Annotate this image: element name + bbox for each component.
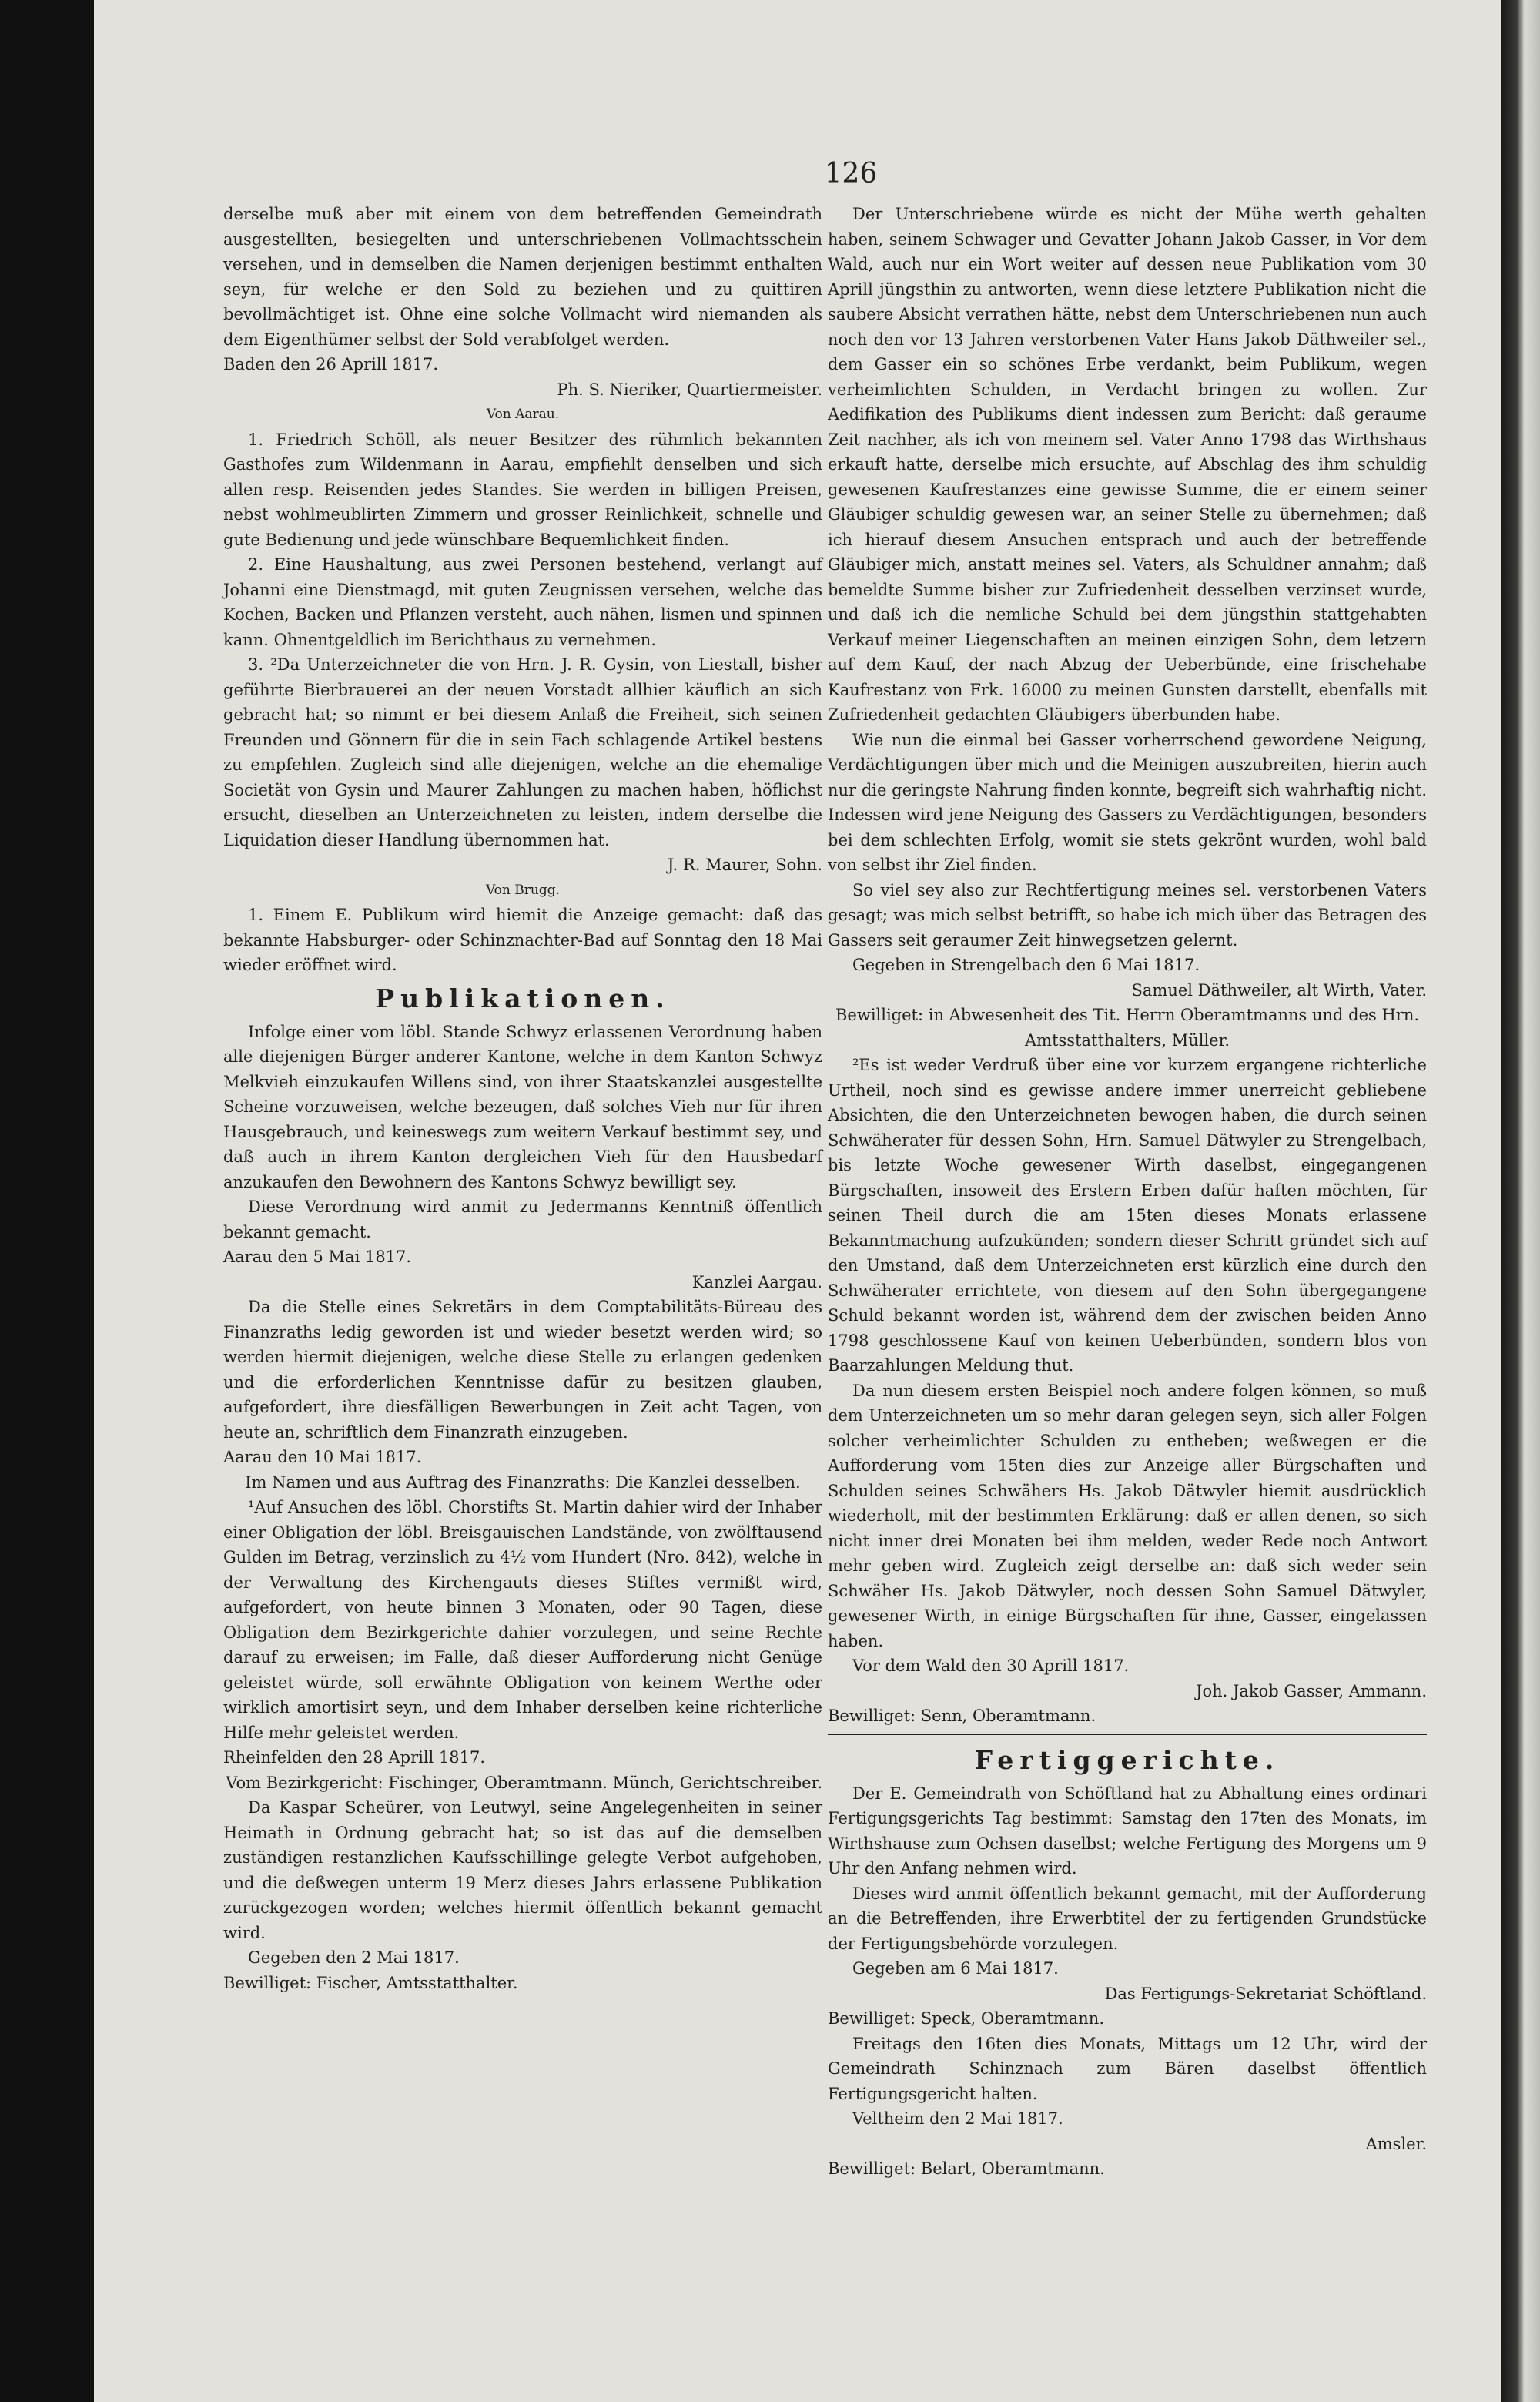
section-label: Von Aarau.	[486, 407, 560, 422]
text-paragraph: Dieses wird anmit öffentlich bekannt gemacht, mit der Aufforderung an die Betreffenden, ihre Erwerbtitel der zu fertigenden Grundstücke der Fertigungsbehörde vorzulegen.	[828, 1884, 1427, 1953]
section-divider	[828, 1734, 1427, 1735]
text-paragraph: 3. ²Da Unterzeichneter die von Hrn. J. R. Gysin, von Liestall, bisher geführte Bierbrauerei an der neuen Vorstadt allhier käuflich an sich gebracht hat; so nimmt er bei diesem Anlaß die Freiheit, sich seinen Freunden und Gönnern für die in sein Fach schlagende Artikel bestens zu empfehlen. Zugleich sind alle diejenigen, welche an die ehemalige Societät von Gysin und Maurer Zahlungen zu machen haben, höflichst ersucht, dieselben an Unterzeichneten zu leisten, indem derselbe die Liquidation dieser Handlung übernommen hat.	[223, 655, 822, 849]
centered-line: Bewilliget: in Abwesenheit des Tit. Herrn Oberamtmanns und des Hrn. Amtsstatthalters, Müller.	[835, 1006, 1420, 1050]
text-paragraph: Gegeben am 6 Mai 1817.	[852, 1959, 1059, 1978]
section-label: Von Brugg.	[485, 882, 561, 898]
centered-line: Im Namen und aus Auftrag des Finanzraths: Die Kanzlei desselben.	[245, 1472, 801, 1492]
text-paragraph: Bewilliget: Fischer, Amtsstatthalter.	[223, 1973, 518, 1992]
text-paragraph: Der E. Gemeindrath von Schöftland hat zu Abhaltung eines ordinari Fertigungsgerichts Tag bestimmt: Samstag den 17ten des Monats, im Wirthshause zum Ochsen daselbst; welche Fertigung des Morgens um 9 Uhr den Anfang nehmen wird.	[828, 1784, 1427, 1878]
text-paragraph: Freitags den 16ten dies Monats, Mittags um 12 Uhr, wird der Gemeindrath Schinznach zum Bären daselbst öffentlich Fertigungsgericht halten.	[828, 2034, 1427, 2103]
text-paragraph: ¹Auf Ansuchen des löbl. Chorstifts St. Martin dahier wird der Inhaber einer Obligation der löbl. Breisgauischen Landstände, von zwölftausend Gulden im Betrag, verzinslich zu 4½ vom Hundert (Nro. 842), welche in der Verwaltung des Kirchengauts dieses Stiftes vermißt wird, aufgefordert, von heute binnen 3 Monaten, oder 90 Tagen, diese Obligation dem Bezirkgerichte dahier vorzulegen, und seine Rechte darauf zu erweisen; im Falle, daß dieser Aufforderung nicht Genüge geleistet würde, soll erwähnte Obligation von keinem Werthe oder wirklich amortisirt seyn, und dem Inhaber derselben keine richterliche Hilfe mehr geleistet werden.	[223, 1498, 822, 1742]
text-paragraph: Bewilliget: Belart, Oberamtmann.	[828, 2159, 1105, 2178]
section-heading: Publikationen.	[375, 983, 671, 1013]
text-paragraph: Der Unterschriebene würde es nicht der Mühe werth gehalten haben, seinem Schwager und Gevatter Johann Jakob Gasser, in Vor dem Wald, auch nur ein Wort weiter auf dessen neue Publikation vom 30 Aprill jüngsthin zu antworten, wenn diese letztere Publikation nicht die saubere Absicht verrathen hätte, nebst dem Unterschriebenen nun auch noch den vor 13 Jahren verstorbenen Vater Hans Jakob Däthweiler sel., dem Gasser ein so schönes Erbe verdankt, beim Publikum, wegen verheimlichten Schulden, in Verdacht bringen zu wollen. Zur Aedifikation des Publikums dient indessen zum Bericht: daß geraume Zeit nachher, als ich von meinem sel. Vater Anno 1798 das Wirthshaus erkauft hatte, derselbe mich ersuchte, auf Abschlag des ihm schuldig gewesenen Kaufrestanzes eine gewisse Summe, die er einem seiner Gläubiger schuldig gewesen war, an seiner Stelle zu übernehmen; daß ich hierauf diesem Ansuchen entsprach und auch der betreffende Gläubiger mich, anstatt meines sel. Vaters, als Schuldner annahm; daß bemeldte Summe bisher zur Zufriedenheit desselben verzinset wurde, und daß ich die nemliche Schuld bei dem jüngsthin stattgehabten Verkauf meiner Liegenschaften an meinen einzigen Sohn, dem letzern auf dem Kauf, der nach Abzug der Ueberbünde, eine frischehabe Kaufrestanz von Frk. 16000 zu meinen Gunsten darstellt, ebenfalls mit Zufriedenheit gedachten Gläubigers überbunden habe.	[828, 205, 1427, 724]
signature-line: Joh. Jakob Gasser, Ammann.	[1196, 1681, 1427, 1700]
left-column	[223, 202, 822, 1995]
text-paragraph: Gegeben in Strengelbach den 6 Mai 1817.	[852, 956, 1200, 974]
text-paragraph: Da die Stelle eines Sekretärs in dem Comptabilitäts-Büreau des Finanzraths ledig geworden ist und wieder besetzt werden wird; so werden hiermit diejenigen, welche diese Stelle zu erlangen gedenken und die erforderlichen Kenntnisse dafür zu besitzen glauben, aufgefordert, ihre diesfälligen Bewerbungen in Zeit acht Tagen, von heute an, schriftlich dem Finanzrath einzugeben.	[223, 1298, 822, 1442]
text-paragraph: Vor dem Wald den 30 Aprill 1817.	[852, 1657, 1130, 1675]
text-paragraph: Aarau den 5 Mai 1817.	[223, 1248, 412, 1266]
signature-line: Das Fertigungs-Sekretariat Schöftland.	[1104, 1984, 1427, 2003]
text-paragraph: So viel sey also zur Rechtfertigung meines sel. verstorbenen Vaters gesagt; was mich selbst betrifft, so habe ich mich über das Betragen des Gassers seit geraumer Zeit hinwegsetzen gelernt.	[828, 880, 1427, 950]
section-heading: Fertiggerichte.	[974, 1744, 1281, 1775]
text-paragraph: Bewilliget: Speck, Oberamtmann.	[828, 2009, 1105, 2028]
signature-line: Samuel Däthweiler, alt Wirth, Vater.	[1131, 980, 1427, 1000]
signature-line: Amsler.	[1365, 2134, 1427, 2153]
text-paragraph: 1. Friedrich Schöll, als neuer Besitzer des rühmlich bekannten Gasthofes zum Wildenmann in Aarau, empfiehlt denselben und sich allen resp. Reisenden jedes Standes. Sie werden in billigen Preisen, nebst wohlmeublirten Zimmern und grosser Reinlichkeit, schnelle und gute Bedienung und jede wünschbare Bequemlichkeit finden.	[223, 430, 822, 549]
signature-line: Ph. S. Nieriker, Quartiermeister.	[557, 380, 822, 399]
text-paragraph: Da Kaspar Scheürer, von Leutwyl, seine Angelegenheiten in seiner Heimath in Ordnung gebracht hat; so ist das auf die demselben zuständigen restanzlichen Kaufsschillinge gelegte Verbot aufgehoben, und die deßwegen unterm 19 Merz dieses Jahrs erlassene Publikation zurückgezogen worden; welches hiermit öffentlich bekannt gemacht wird.	[223, 1798, 822, 1942]
text-paragraph: Gegeben den 2 Mai 1817.	[248, 1948, 460, 1967]
text-paragraph: Aarau den 10 Mai 1817.	[223, 1448, 422, 1466]
text-paragraph: 1. Einem E. Publikum wird hiemit die Anzeige gemacht: daß das bekannte Habsburger- oder Schinznachter-Bad auf Sonntag den 18 Mai wieder eröffnet wird.	[223, 906, 822, 974]
text-paragraph: Da nun diesem ersten Beispiel noch andere folgen können, so muß dem Unterzeichneten um so mehr daran gelegen seyn, sich aller Folgen solcher verheimlichter Schulden zu entheben; weßwegen er die Aufforderung vom 15ten dies zur Anzeige aller Bürgschaften und Schulden seines Schwähers Hs. Jakob Dätwyler hiemit ausdrücklich wiederholt, mit der bestimmten Erklärung: daß er allen denen, so sich nicht inner drei Monaten bei ihm melden, weder Rede noch Antwort mehr geben wird. Zugleich zeigt derselbe an: daß sich weder sein Schwäher Hs. Jakob Dätwyler, noch dessen Sohn Samuel Dätwyler, gewesener Wirth, in einige Bürgschaften für ihne, Gasser, eingelassen haben.	[828, 1381, 1427, 1650]
text-paragraph: Veltheim den 2 Mai 1817.	[852, 2109, 1063, 2128]
right-column	[828, 202, 1427, 2182]
text-paragraph: ²Es ist weder Verdruß über eine vor kurzem ergangene richterliche Urtheil, noch sind es gewisse andere immer unerreicht gebliebene Absichten, die den Unterzeichneten bewogen haben, die durch seinen Schwäherater für dessen Sohn, Hrn. Samuel Dätwyler zu Strengelbach, bis letzte Woche gewesener Wirth daselbst, eingegangenen Bürgschaften, insoweit des Erstern Erben dafür haften möchten, für seinen Theil durch die am 15ten dieses Monats erlassene Bekanntmachung aufzukünden; sondern dieser Schritt gründet sich auf den Umstand, daß dem Unterzeichneten erst kürzlich eine durch den Schwäherater errichtete, von diesem auf den Sohn übergegangene Schuld bekannt worden ist, während dem der zwischen beiden Anno 1798 geschlossene Kauf von keinen Ueberbünden, sondern blos von Baarzahlungen Meldung thut.	[828, 1056, 1427, 1375]
book-spine	[1502, 0, 1540, 2402]
text-paragraph: derselbe muß aber mit einem von dem betreffenden Gemeindrath ausgestellten, besiegelten und unterschriebenen Vollmachtsschein versehen, und in demselben die Namen derjenigen bestimmt enthalten seyn, für welche er den Sold zu beziehen und zu quittiren bevollmächtiget ist. Ohne eine solche Vollmacht wird niemanden als dem Eigenthümer selbst der Sold verabfolget werden.	[223, 205, 822, 349]
text-paragraph: 2. Eine Haushaltung, aus zwei Personen bestehend, verlangt auf Johanni eine Dienstmagd, mit guten Zeugnissen versehen, welche das Kochen, Backen und Pflanzen versteht, auch nähen, lismen und spinnen kann. Ohnentgeldlich im Berichthaus zu vernehmen.	[223, 555, 822, 649]
text-paragraph: Diese Verordnung wird anmit zu Jedermanns Kenntniß öffentlich bekannt gemacht.	[223, 1198, 822, 1241]
text-paragraph: Infolge einer vom löbl. Stande Schwyz erlassenen Verordnung haben alle diejenigen Bürger anderer Kantone, welche in dem Kanton Schwyz Melkvieh einzukaufen Willens sind, von ihrer Staatskanzlei ausgestellte Scheine vorzuweisen, welche bezeugen, daß solches Vieh nur für ihren Hausgebrauch, und keineswegs zum weitern Verkauf bestimmt sey, und daß auch in ihrem Kanton dergleichen Vieh für den Hausbedarf anzukaufen den Bewohnern des Kantons Schwyz bewilligt sey.	[223, 1022, 822, 1191]
signature-line: J. R. Maurer, Sohn.	[667, 856, 822, 874]
text-paragraph: Rheinfelden den 28 Aprill 1817.	[223, 1748, 486, 1767]
text-paragraph: Baden den 26 Aprill 1817.	[223, 355, 439, 374]
signature-line: Kanzlei Aargau.	[691, 1272, 822, 1291]
text-paragraph: Wie nun die einmal bei Gasser vorherrschend gewordene Neigung, Verdächtigungen über mich und die Meinigen auszubreiten, hierin auch nur die geringste Nahrung finden konnte, begreift sich wahrhaftig nicht. Indessen wird jene Neigung des Gassers zu Verdächtigungen, besonders bei dem schlechten Erfolg, womit sie stets gekrönt wurden, wohl bald von selbst ihr Ziel finden.	[828, 730, 1427, 874]
page-number: 126	[824, 158, 878, 189]
signature-line: Vom Bezirkgericht: Fischinger, Oberamtmann. Münch, Gerichtschreiber.	[226, 1773, 822, 1792]
text-paragraph: Bewilliget: Senn, Oberamtmann.	[828, 1707, 1096, 1725]
